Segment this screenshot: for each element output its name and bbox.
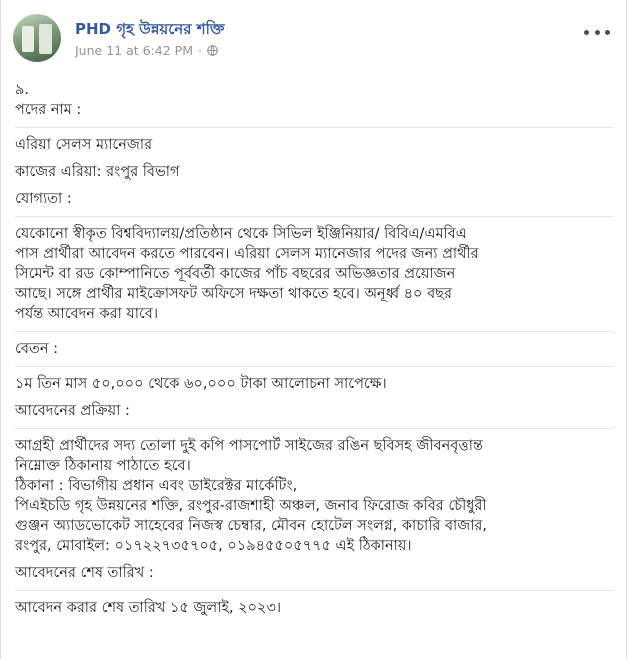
process-line: নিম্নোক্ত ঠিকানায় পাঠাতে হবে।: [15, 458, 191, 474]
qualification-label: যোগ্যতা :: [15, 191, 72, 207]
deadline-label: আবেদনের শেষ তারিখ :: [15, 565, 154, 581]
qualification-line: সিমেন্ট বা রড কোম্পানিতে পূর্ববর্তী কাজের পাঁচ বছরের অভিজ্ঞতার প্রয়োজন: [15, 266, 456, 282]
divider: [15, 127, 614, 128]
position-label: পদের নাম :: [15, 102, 82, 118]
qualification-line: আছে। সঙ্গে প্রার্থীর মাইক্রোসফট অফিসে দক্ষতা থাকতে হবে। অনূর্ধ্ব ৪০ বছর: [15, 286, 452, 302]
process-line: গুঞ্জন অ্যাডভোকেট সাহেবের নিজস্ব চেম্বার, মৌবন হোটেল সংলগ্ন, কাচারি বাজার,: [15, 518, 487, 534]
post-header: [13, 12, 614, 60]
position-value: এরিয়া সেলস ম্যানেজার: [15, 137, 153, 153]
qualification-line: পাস প্রার্থীরা আবেদন করতে পারবেন। এরিয়া সেলস ম্যানেজার পদের জন্য প্রার্থীর: [15, 246, 479, 262]
process-line: রংপুর, মোবাইল: ০১৭২২৭৩৫৭০৫, ০১৯৪৫৫০৫৭৭৫ এই ঠিকানায়।: [15, 538, 412, 554]
divider: [15, 590, 614, 591]
divider: [15, 331, 614, 332]
globe-icon[interactable]: [207, 45, 218, 56]
dot: [595, 30, 600, 35]
process-line: আগ্রহী প্রার্থীদের সদ্য তোলা দুই কপি পাসপোর্ট সাইজের রঙিন ছবিসহ জীবনবৃত্তান্ত: [15, 438, 483, 454]
post-timestamp[interactable]: June 11 at 6:42 PM: [75, 43, 193, 58]
divider: [15, 216, 614, 217]
more-dots-icon[interactable]: [584, 22, 610, 42]
process-label: আবেদনের প্রক্রিয়া :: [15, 403, 130, 419]
dot: [584, 30, 589, 35]
page-name-link[interactable]: PHD গৃহ উন্নয়নের শক্তি: [75, 20, 225, 38]
qualification-line: যেকোনো স্বীকৃত বিশ্ববিদ্যালয়/প্রতিষ্ঠান থেকে সিভিল ইঞ্জিনিয়ার/ বিবিএ/এমবিএ: [15, 226, 467, 242]
qualification-text: [15, 224, 614, 324]
page-avatar[interactable]: [13, 14, 61, 62]
post-number: ৯.: [15, 82, 30, 98]
divider: [15, 428, 614, 429]
meta-separator: ·: [197, 43, 202, 58]
post-body: [15, 80, 614, 625]
post-meta: [75, 43, 218, 58]
qualification-line: পর্যন্ত আবেদন করা যাবে।: [15, 306, 159, 322]
dot: [605, 30, 610, 35]
salary-value: ১ম তিন মাস ৫০,০০০ থেকে ৬০,০০০ টাকা আলোচনা সাপেক্ষে।: [15, 376, 387, 392]
process-text: [15, 436, 614, 556]
divider: [15, 366, 614, 367]
process-line: পিএইচডি গৃহ উন্নয়নের শক্তি, রংপুর-রাজশাহী অঞ্চল, জনাব ফিরোজ কবির চৌধুরী: [15, 498, 487, 514]
work-area: কাজের এরিয়া: রংপুর বিভাগ: [15, 164, 180, 180]
process-line: ঠিকানা : বিভাগীয় প্রধান এবং ডাইরেক্টর মার্কেটিং,: [15, 478, 298, 494]
salary-label: বেতন :: [15, 341, 58, 357]
deadline-value: আবেদন করার শেষ তারিখ ১৫ জুলাই, ২০২৩।: [15, 600, 282, 616]
